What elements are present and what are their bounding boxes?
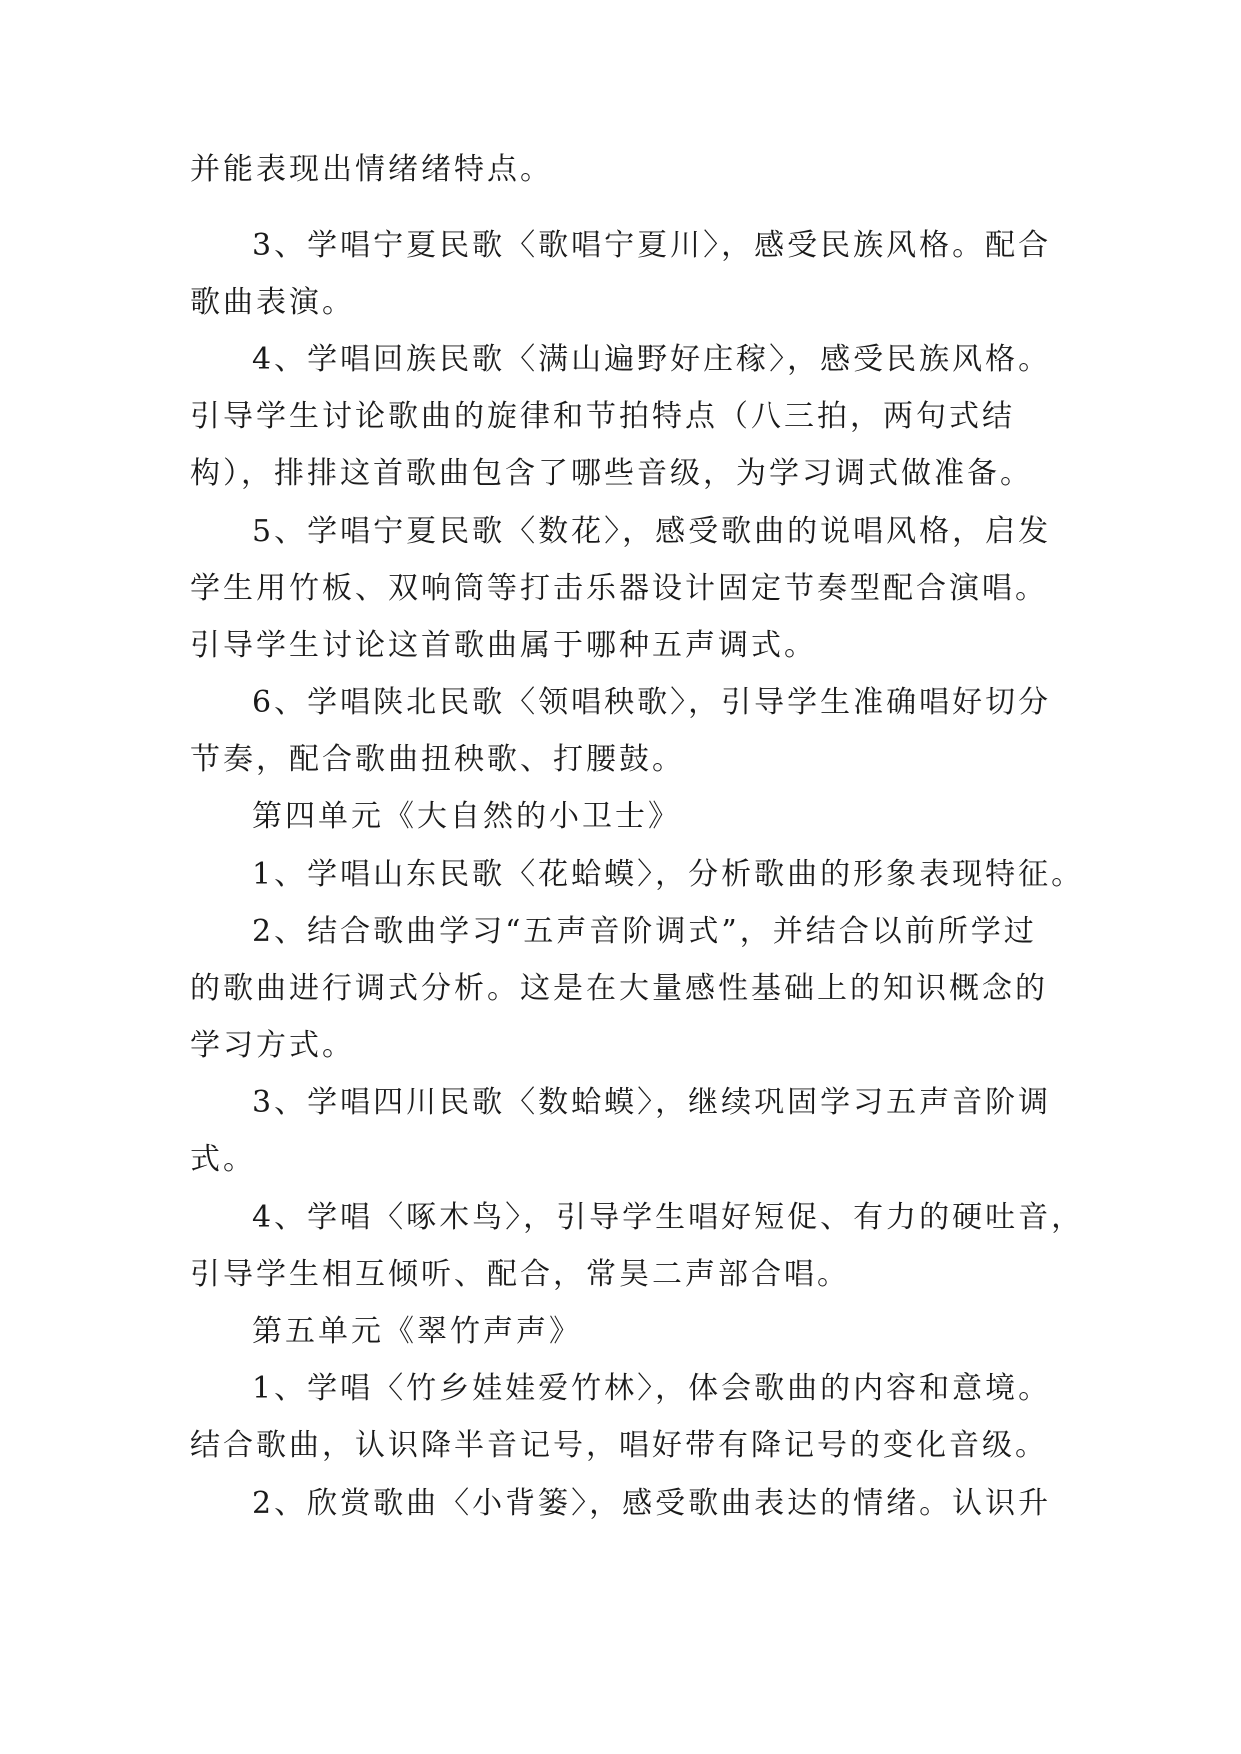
text-line: 引导学生相互倾听、配合，常昊二声部合唱。 [190,1257,850,1292]
text-line: 歌曲表演。 [190,285,355,320]
text-line: 式。 [190,1142,256,1177]
text-line: 并能表现出情绪绪特点。 [190,152,553,187]
text-line: 节奏，配合歌曲扭秧歌、打腰鼓。 [190,742,685,777]
text-line: 学生用竹板、双响筒等打击乐器设计固定节奏型配合演唱。 [190,571,1048,606]
text-line: 5、学唱宁夏民歌〈数花〉，感受歌曲的说唱风格，启发 [252,514,1052,549]
text-line: 2、欣赏歌曲〈小背篓〉，感受歌曲表达的情绪。认识升 [252,1486,1052,1521]
text-line: 3、学唱宁夏民歌〈歌唱宁夏川〉，感受民族风格。配合 [252,228,1052,263]
text-line: 3、学唱四川民歌〈数蛤蟆〉，继续巩固学习五声音阶调 [252,1085,1052,1120]
text-line: 引导学生讨论歌曲的旋律和节拍特点（八三拍，两句式结 [190,399,1015,434]
text-line: 6、学唱陕北民歌〈领唱秧歌〉，引导学生准确唱好切分 [252,685,1052,720]
text-line: 1、学唱〈竹乡娃娃爱竹林〉，体会歌曲的内容和意境。 [252,1371,1052,1406]
section-heading: 第四单元《大自然的小卫士》 [252,799,681,834]
text-line: 2、结合歌曲学习“五声音阶调式”，并结合以前所学过 [252,914,1037,949]
section-heading: 第五单元《翠竹声声》 [252,1314,582,1349]
text-line: 4、学唱回族民歌〈满山遍野好庄稼〉，感受民族风格。 [252,342,1052,377]
text-line: 1、学唱山东民歌〈花蛤蟆〉，分析歌曲的形象表现特征。 [252,857,1085,892]
text-line: 构），排排这首歌曲包含了哪些音级，为学习调式做准备。 [190,456,1033,491]
text-line: 结合歌曲，认识降半音记号，唱好带有降记号的变化音级。 [190,1428,1048,1463]
text-line: 的歌曲进行调式分析。这是在大量感性基础上的知识概念的 [190,971,1048,1006]
text-line: 引导学生讨论这首歌曲属于哪种五声调式。 [190,628,817,663]
text-line: 学习方式。 [190,1028,355,1063]
text-line: 4、学唱〈啄木鸟〉，引导学生唱好短促、有力的硬吐音， [252,1200,1085,1235]
